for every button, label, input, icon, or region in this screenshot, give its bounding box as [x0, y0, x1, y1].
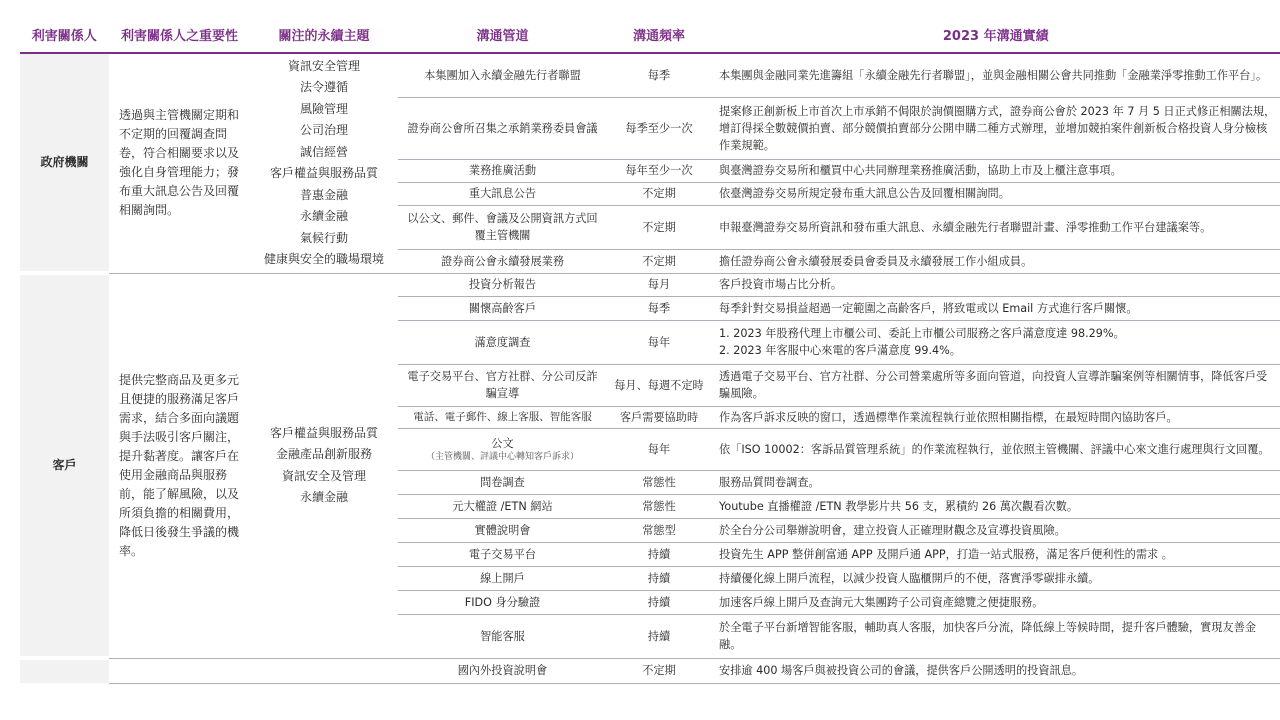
result-cell: 本集團與金融同業先進籌組「永續金融先行者聯盟」，並與金融相關公會共同推動「金融業淨零推動工作平台」。 — [711, 53, 1280, 97]
result-cell: 與臺灣證券交易所和櫃買中心共同辦理業務推廣活動，協助上市及上櫃注意事項。 — [711, 159, 1280, 182]
channel-note: （主管機關、評議中心轉知客戶訴求） — [425, 452, 579, 462]
frequency-cell: 不定期 — [607, 205, 711, 249]
channel-label: 公文 — [491, 437, 514, 450]
result-cell: 服務品質問卷調查。 — [711, 470, 1280, 494]
frequency-cell: 每季至少一次 — [607, 97, 711, 159]
importance-government: 透過與主管機關定期和不定期的回覆調查問卷，符合相關要求以及強化自身管理能力；發布重大訊息公告及回覆相關詢問。 — [109, 53, 250, 273]
result-cell: 1. 2023 年股務代理上市櫃公司、委託上市櫃公司服務之客戶滿意度達 98.29%。 2. 2023 年客服中心來電的客戶滿意度 99.4%。 — [711, 320, 1280, 364]
importance-customer: 提供完整商品及更多元且便捷的服務滿足客戶需求，結合多面向議題與手法吸引客戶關注，提升黏著度。讓客戶在使用金融商品與服務前，能了解風險，以及所須負擔的相關費用，降低日後發生爭議的機率。 — [109, 273, 250, 658]
topics-continuation — [250, 658, 398, 683]
channel-cell: 證券商公會所召集之承銷業務委員會議 — [398, 97, 607, 159]
topic-item: 永續金融 — [299, 490, 348, 504]
result-cell: 依臺灣證券交易所規定發布重大訊息公告及回覆相關詢問。 — [711, 182, 1280, 205]
stakeholder-customer: 客戶 — [20, 273, 109, 658]
channel-cell: 元大權證 /ETN 網站 — [398, 494, 607, 518]
topic-item: 資訊安全及管理 — [281, 468, 366, 483]
topic-item: 氣候行動 — [299, 230, 348, 245]
topic-item: 客戶權益與服務品質 — [269, 425, 378, 440]
frequency-cell: 常態型 — [607, 518, 711, 542]
topic-item: 法令遵循 — [299, 80, 348, 95]
result-cell: 擔任證券商公會永續發展委員會委員及永續發展工作小組成員。 — [711, 249, 1280, 273]
channel-cell: 業務推廣活動 — [398, 159, 607, 182]
frequency-cell: 每年 — [607, 320, 711, 364]
frequency-cell: 每季 — [607, 296, 711, 320]
topic-item: 客戶權益與服務品質 — [269, 166, 378, 181]
frequency-cell: 每季 — [607, 53, 711, 97]
stakeholder-communication-table-page — [20, 16, 1280, 684]
table-row — [20, 53, 1280, 97]
frequency-cell: 常態性 — [607, 494, 711, 518]
frequency-cell: 常態性 — [607, 470, 711, 494]
channel-cell: 實體說明會 — [398, 518, 607, 542]
frequency-cell: 客戶需要協助時 — [607, 406, 711, 428]
frequency-cell: 持續 — [607, 542, 711, 566]
result-cell: 投資先生 APP 整併創富通 APP 及開戶通 APP，打造一站式服務，滿足客戶便利性的需求 。 — [711, 542, 1280, 566]
result-cell: 申報臺灣證券交易所資訊和發布重大訊息、永續金融先行者聯盟計畫、淨零推動工作平台建議案等。 — [711, 205, 1280, 249]
header-importance: 利害關係人之重要性 — [109, 16, 250, 53]
header-frequency: 溝通頻率 — [607, 16, 711, 53]
topic-item: 金融產品創新服務 — [275, 447, 372, 461]
channel-cell: 證券商公會永續發展業務 — [398, 249, 607, 273]
topic-item: 誠信經營 — [299, 144, 348, 159]
channel-cell: 本集團加入永續金融先行者聯盟 — [398, 53, 607, 97]
channel-cell: 關懷高齡客戶 — [398, 296, 607, 320]
result-cell: 於全台分公司舉辦說明會，建立投資人正確理財觀念及宣導投資風險。 — [711, 518, 1280, 542]
topics-customer — [250, 273, 398, 658]
importance-continuation — [109, 658, 250, 683]
result-cell: 安排逾 400 場客戶與被投資公司的會議，提供客戶公開透明的投資訊息。 — [711, 658, 1280, 683]
result-cell: 於全電子平台新增智能客服，輔助真人客服，加快客戶分流，降低線上等候時間，提升客戶體驗，實現友善金融。 — [711, 614, 1280, 658]
table-header-row — [20, 16, 1280, 53]
result-cell: 依「ISO 10002：客訴品質管理系統」的作業流程執行，並依照主管機關、評議中心來文進行處理與行文回覆。 — [711, 428, 1280, 470]
channel-cell: 線上開戶 — [398, 566, 607, 590]
channel-cell: 重大訊息公告 — [398, 182, 607, 205]
stakeholder-communication-table — [20, 16, 1280, 684]
frequency-cell: 持續 — [607, 590, 711, 614]
frequency-cell: 持續 — [607, 614, 711, 658]
channel-cell: 滿意度調查 — [398, 320, 607, 364]
result-cell: Youtube 直播權證 /ETN 教學影片共 56 支，累積約 26 萬次觀看次數。 — [711, 494, 1280, 518]
stakeholder-government: 政府機關 — [20, 53, 109, 273]
result-cell: 提案修正創新板上市首次上市承銷不侷限於詢價圈購方式，證券商公會於 2023 年 7 月 5 日正式修正相關法規，增訂得採全數競價拍賣、部分競價拍賣部分公開申購二種方式辦理，並增加競拍案件創新板合格投資人身分檢核作業規範。 — [711, 97, 1280, 159]
topic-item: 健康與安全的職場環境 — [263, 252, 384, 267]
frequency-cell: 不定期 — [607, 658, 711, 683]
header-stakeholder: 利害關係人 — [20, 16, 109, 53]
channel-cell: FIDO 身分驗證 — [398, 590, 607, 614]
result-cell: 每季針對交易損益超過一定範圍之高齡客戶，將致電或以 Email 方式進行客戶關懷。 — [711, 296, 1280, 320]
header-channel: 溝通管道 — [398, 16, 607, 53]
frequency-cell: 不定期 — [607, 249, 711, 273]
result-cell: 作為客戶訴求反映的窗口，透過標準作業流程執行並依照相關指標，在最短時間內協助客戶。 — [711, 406, 1280, 428]
channel-cell — [398, 428, 607, 470]
result-cell: 客戶投資市場占比分析。 — [711, 273, 1280, 296]
topic-item: 普惠金融 — [299, 187, 348, 202]
channel-cell: 智能客服 — [398, 614, 607, 658]
table-row — [20, 658, 1280, 683]
channel-cell: 電子交易平台、官方社群、分公司反詐騙宣導 — [398, 364, 607, 406]
frequency-cell: 不定期 — [607, 182, 711, 205]
header-results: 2023 年溝通實績 — [711, 16, 1280, 53]
stakeholder-continuation — [20, 658, 109, 683]
channel-cell: 電子交易平台 — [398, 542, 607, 566]
channel-cell: 投資分析報告 — [398, 273, 607, 296]
frequency-cell: 每月 — [607, 273, 711, 296]
table-row — [20, 273, 1280, 296]
channel-cell: 以公文、郵件、會議及公開資訊方式回覆主管機關 — [398, 205, 607, 249]
channel-cell: 國內外投資說明會 — [398, 658, 607, 683]
topic-item: 永續金融 — [299, 209, 348, 224]
channel-cell: 電話、電子郵件、線上客服、智能客服 — [398, 406, 607, 428]
result-cell: 透過電子交易平台、官方社群、分公司營業處所等多面向管道，向投資人宣導詐騙案例等相關情事，降低客戶受騙風險。 — [711, 364, 1280, 406]
topic-item: 資訊安全管理 — [287, 58, 360, 73]
frequency-cell: 每月、每週不定時 — [607, 364, 711, 406]
result-cell: 持續優化線上開戶流程，以減少投資人臨櫃開戶的不便，落實淨零碳排永續。 — [711, 566, 1280, 590]
header-topics: 關注的永續主題 — [250, 16, 398, 53]
frequency-cell: 每年至少一次 — [607, 159, 711, 182]
frequency-cell: 持續 — [607, 566, 711, 590]
channel-cell: 問卷調查 — [398, 470, 607, 494]
topic-item: 風險管理 — [299, 101, 348, 116]
topic-item: 公司治理 — [299, 123, 348, 138]
result-cell: 加速客戶線上開戶及查詢元大集團跨子公司資產總覽之便捷服務。 — [711, 590, 1280, 614]
topics-government — [250, 53, 398, 273]
frequency-cell: 每年 — [607, 428, 711, 470]
